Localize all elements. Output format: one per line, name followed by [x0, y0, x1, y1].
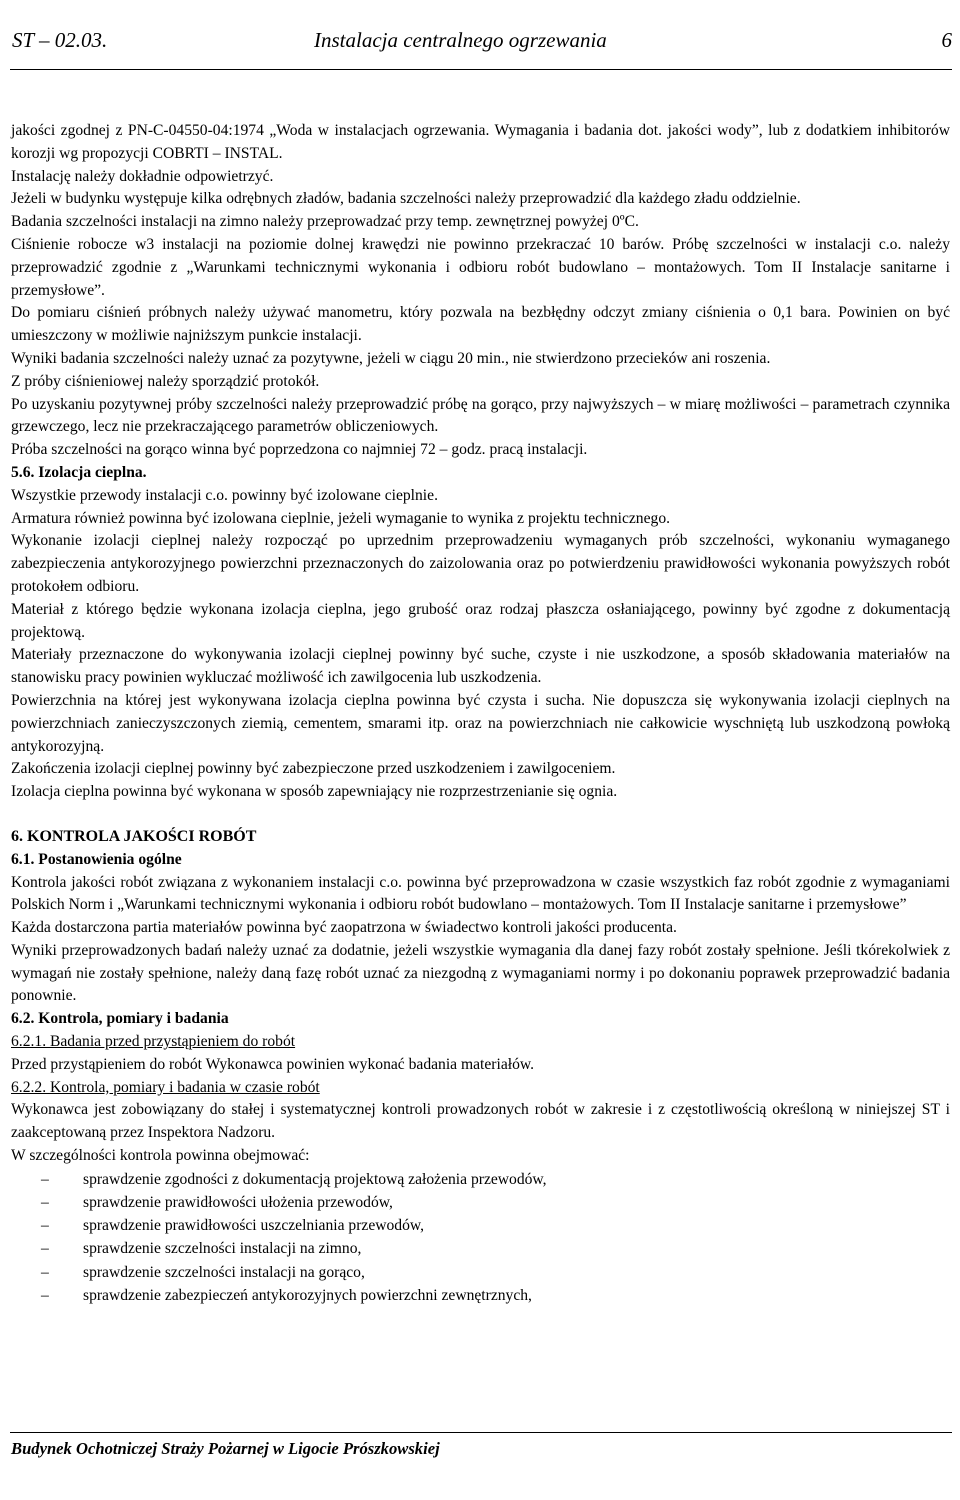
list-item [11, 1168, 950, 1191]
page-footer: Budynek Ochotniczej Straży Pożarnej w Ligocie Prószkowskiej [11, 1439, 440, 1458]
list-item-text: sprawdzenie zgodności z dokumentacją projektową założenia przewodów, [83, 1170, 547, 1188]
paragraph: Izolacja cieplna powinna być wykonana w sposób zapewniający nie rozprzestrzenianie się ognia. [11, 783, 618, 801]
dash-marker: – [41, 1240, 49, 1258]
dash-marker: – [41, 1286, 49, 1304]
section-heading-5-6: 5.6. Izolacja cieplna. [11, 463, 147, 481]
list-item [11, 1284, 950, 1307]
dash-marker: – [41, 1194, 49, 1212]
paragraph: Instalację należy dokładnie odpowietrzyć. [11, 167, 274, 185]
footer-divider [10, 1432, 952, 1433]
list-item [11, 1237, 950, 1260]
paragraph: Armatura również powinna być izolowana cieplnie, jeżeli wymaganie to wynika z projektu technicznego. [11, 509, 671, 527]
paragraph: Powierzchnia na której jest wykonywana izolacja cieplna powinna być czysta i sucha. Nie dopuszcza się wykonywania izolacji cieplnych na powierzchniach zanieczyszczonych ziemią, cementem, smarami itp. oraz na powierzchniach nie całkowicie wyschniętą lub uszkodzoną powłoką antykorozyjną. [11, 691, 950, 755]
header-divider [10, 69, 952, 70]
page-number: 6 [941, 28, 952, 52]
paragraph: Zakończenia izolacji cieplnej powinny być zabezpieczone przed uszkodzeniem i zawilgoceniem. [11, 760, 616, 778]
section-heading-6-1: 6.1. Postanowienia ogólne [11, 850, 182, 868]
list-item-text: sprawdzenie zabezpieczeń antykorozyjnych powierzchni zewnętrznych, [83, 1286, 532, 1304]
paragraph: Materiał z którego będzie wykonana izolacja cieplna, jego grubość oraz rodzaj płaszcza osłaniającego, powinny być zgodne z dokumentacją projektową. [11, 600, 950, 641]
paragraph: Wyniki badania szczelności należy uznać za pozytywne, jeżeli w ciągu 20 min., nie stwierdzono przecieków ani roszenia. [11, 349, 771, 367]
list-item-text: sprawdzenie prawidłowości uszczelniania przewodów, [83, 1217, 425, 1235]
paragraph: Wykonanie izolacji cieplnej należy rozpocząć po uprzednim przeprowadzeniu wymaganych prób szczelności, wykonaniu wymaganego zabezpieczenia antykorozyjnego powierzchni przeznaczonych do zaizolowania oraz po potwierdzeniu prawidłowości wykonania powyższych robót protokołem odbioru. [11, 532, 950, 595]
paragraph: Próba szczelności na gorąco winna być poprzedzona co najmniej 72 – godz. pracą instalacji. [11, 441, 588, 459]
paragraph: Wyniki przeprowadzonych badań należy uznać za dodatnie, jeżeli wszystkie wymagania dla danej fazy robót zostały spełnione. Jeśli tkórekolwiek z wymagań nie zostały spełnione, należy daną fazę robót uznać za niezgodną z wymaganiami normy i po dokonaniu poprawek przeprowadzić badania ponownie. [11, 941, 950, 1005]
dash-marker: – [41, 1170, 49, 1188]
list-item-text: sprawdzenie prawidłowości ułożenia przewodów, [83, 1194, 393, 1212]
paragraph: Do pomiaru ciśnień próbnych należy używać manometru, który pozwala na bezbłędny odczyt zmiany ciśnienia o 0,1 bara. Powinien on być umieszczony w możliwie najniższym punkcie instalacji. [11, 304, 950, 345]
control-checklist [11, 1168, 950, 1307]
list-item [11, 1191, 950, 1214]
paragraph: Jeżeli w budynku występuje kilka odrębnych zładów, badania szczelności należy przeprowadzić dla każdego zładu oddzielnie. [11, 190, 801, 208]
paragraph: Każda dostarczona partia materiałów powinna być zaopatrzona w świadectwo kontroli jakości producenta. [11, 919, 677, 937]
list-item [11, 1214, 950, 1237]
list-item [11, 1261, 950, 1284]
paragraph: Wykonawca jest zobowiązany do stałej i systematycznej kontroli prowadzonych robót w zakresie i z częstotliwością określoną w niniejszej ST i zaakceptowaną przez Inspektora Nadzoru. [11, 1101, 950, 1142]
document-title: Instalacja centralnego ogrzewania [314, 28, 607, 52]
paragraph: jakości zgodnej z PN-C-04550-04:1974 „Woda w instalacjach ogrzewania. Wymagania i badania dot. jakości wody”, lub z dodatkiem inhibitorów korozji wg propozycji COBRTI – INSTAL. [11, 122, 950, 162]
document-body [11, 120, 950, 1307]
section-heading-6-2-1: 6.2.1. Badania przed przystąpieniem do robót [11, 1033, 296, 1051]
paragraph: Materiały przeznaczone do wykonywania izolacji cieplnej powinny być suche, czyste i nie uszkodzone, a sposób składowania materiałów na stanowisku pracy powinien wykluczać możliwość ich zawilgocenia lub uszkodzenia. [11, 646, 950, 687]
list-item-text: sprawdzenie szczelności instalacji na gorąco, [83, 1263, 365, 1281]
section-heading-6-2-2: 6.2.2. Kontrola, pomiary i badania w czasie robót [11, 1078, 320, 1096]
paragraph: Badania szczelności instalacji na zimno należy przeprowadzać przy temp. zewnętrznej powyżej 0ºC. [11, 213, 639, 231]
paragraph: Wszystkie przewody instalacji c.o. powinny być izolowane cieplnie. [11, 486, 438, 504]
dash-marker: – [41, 1263, 49, 1281]
section-heading-6-2: 6.2. Kontrola, pomiary i badania [11, 1010, 229, 1028]
paragraph: Po uzyskaniu pozytywnej próby szczelności należy przeprowadzić próbę na gorąco, przy najwyższych – w miarę możliwości – parametrach czynnika grzewczego, lecz nie przekraczającego parametrów obliczeniowych. [11, 395, 950, 436]
paragraph: Kontrola jakości robót związana z wykonaniem instalacji c.o. powinna być przeprowadzona w czasie wszystkich faz robót zgodnie z wymaganiami Polskich Norm i „Warunkami technicznymi wykonania i odbioru robót budowlano – montażowych. Tom II Instalacje sanitarne i przemysłowe” [11, 873, 950, 914]
dash-marker: – [41, 1217, 49, 1235]
paragraph: Ciśnienie robocze w3 instalacji na poziomie dolnej krawędzi nie powinno przekraczać 10 barów. Próbę szczelności w instalacji c.o. należy przeprowadzić zgodnie z „Warunkami technicznymi wykonania i odbioru robót budowlano – montażowych. Tom II Instalacje sanitarne i przemysłowe”. [11, 235, 950, 299]
list-item-text: sprawdzenie szczelności instalacji na zimno, [83, 1240, 362, 1258]
paragraph: Z próby ciśnieniowej należy sporządzić protokół. [11, 372, 320, 390]
spec-code: ST – 02.03. [12, 28, 108, 52]
list-intro: W szczególności kontrola powinna obejmować: [11, 1147, 310, 1165]
section-spacer [11, 804, 950, 826]
section-heading-6: 6. KONTROLA JAKOŚCI ROBÓT [11, 827, 257, 845]
paragraph: Przed przystąpieniem do robót Wykonawca powinien wykonać badania materiałów. [11, 1055, 535, 1073]
